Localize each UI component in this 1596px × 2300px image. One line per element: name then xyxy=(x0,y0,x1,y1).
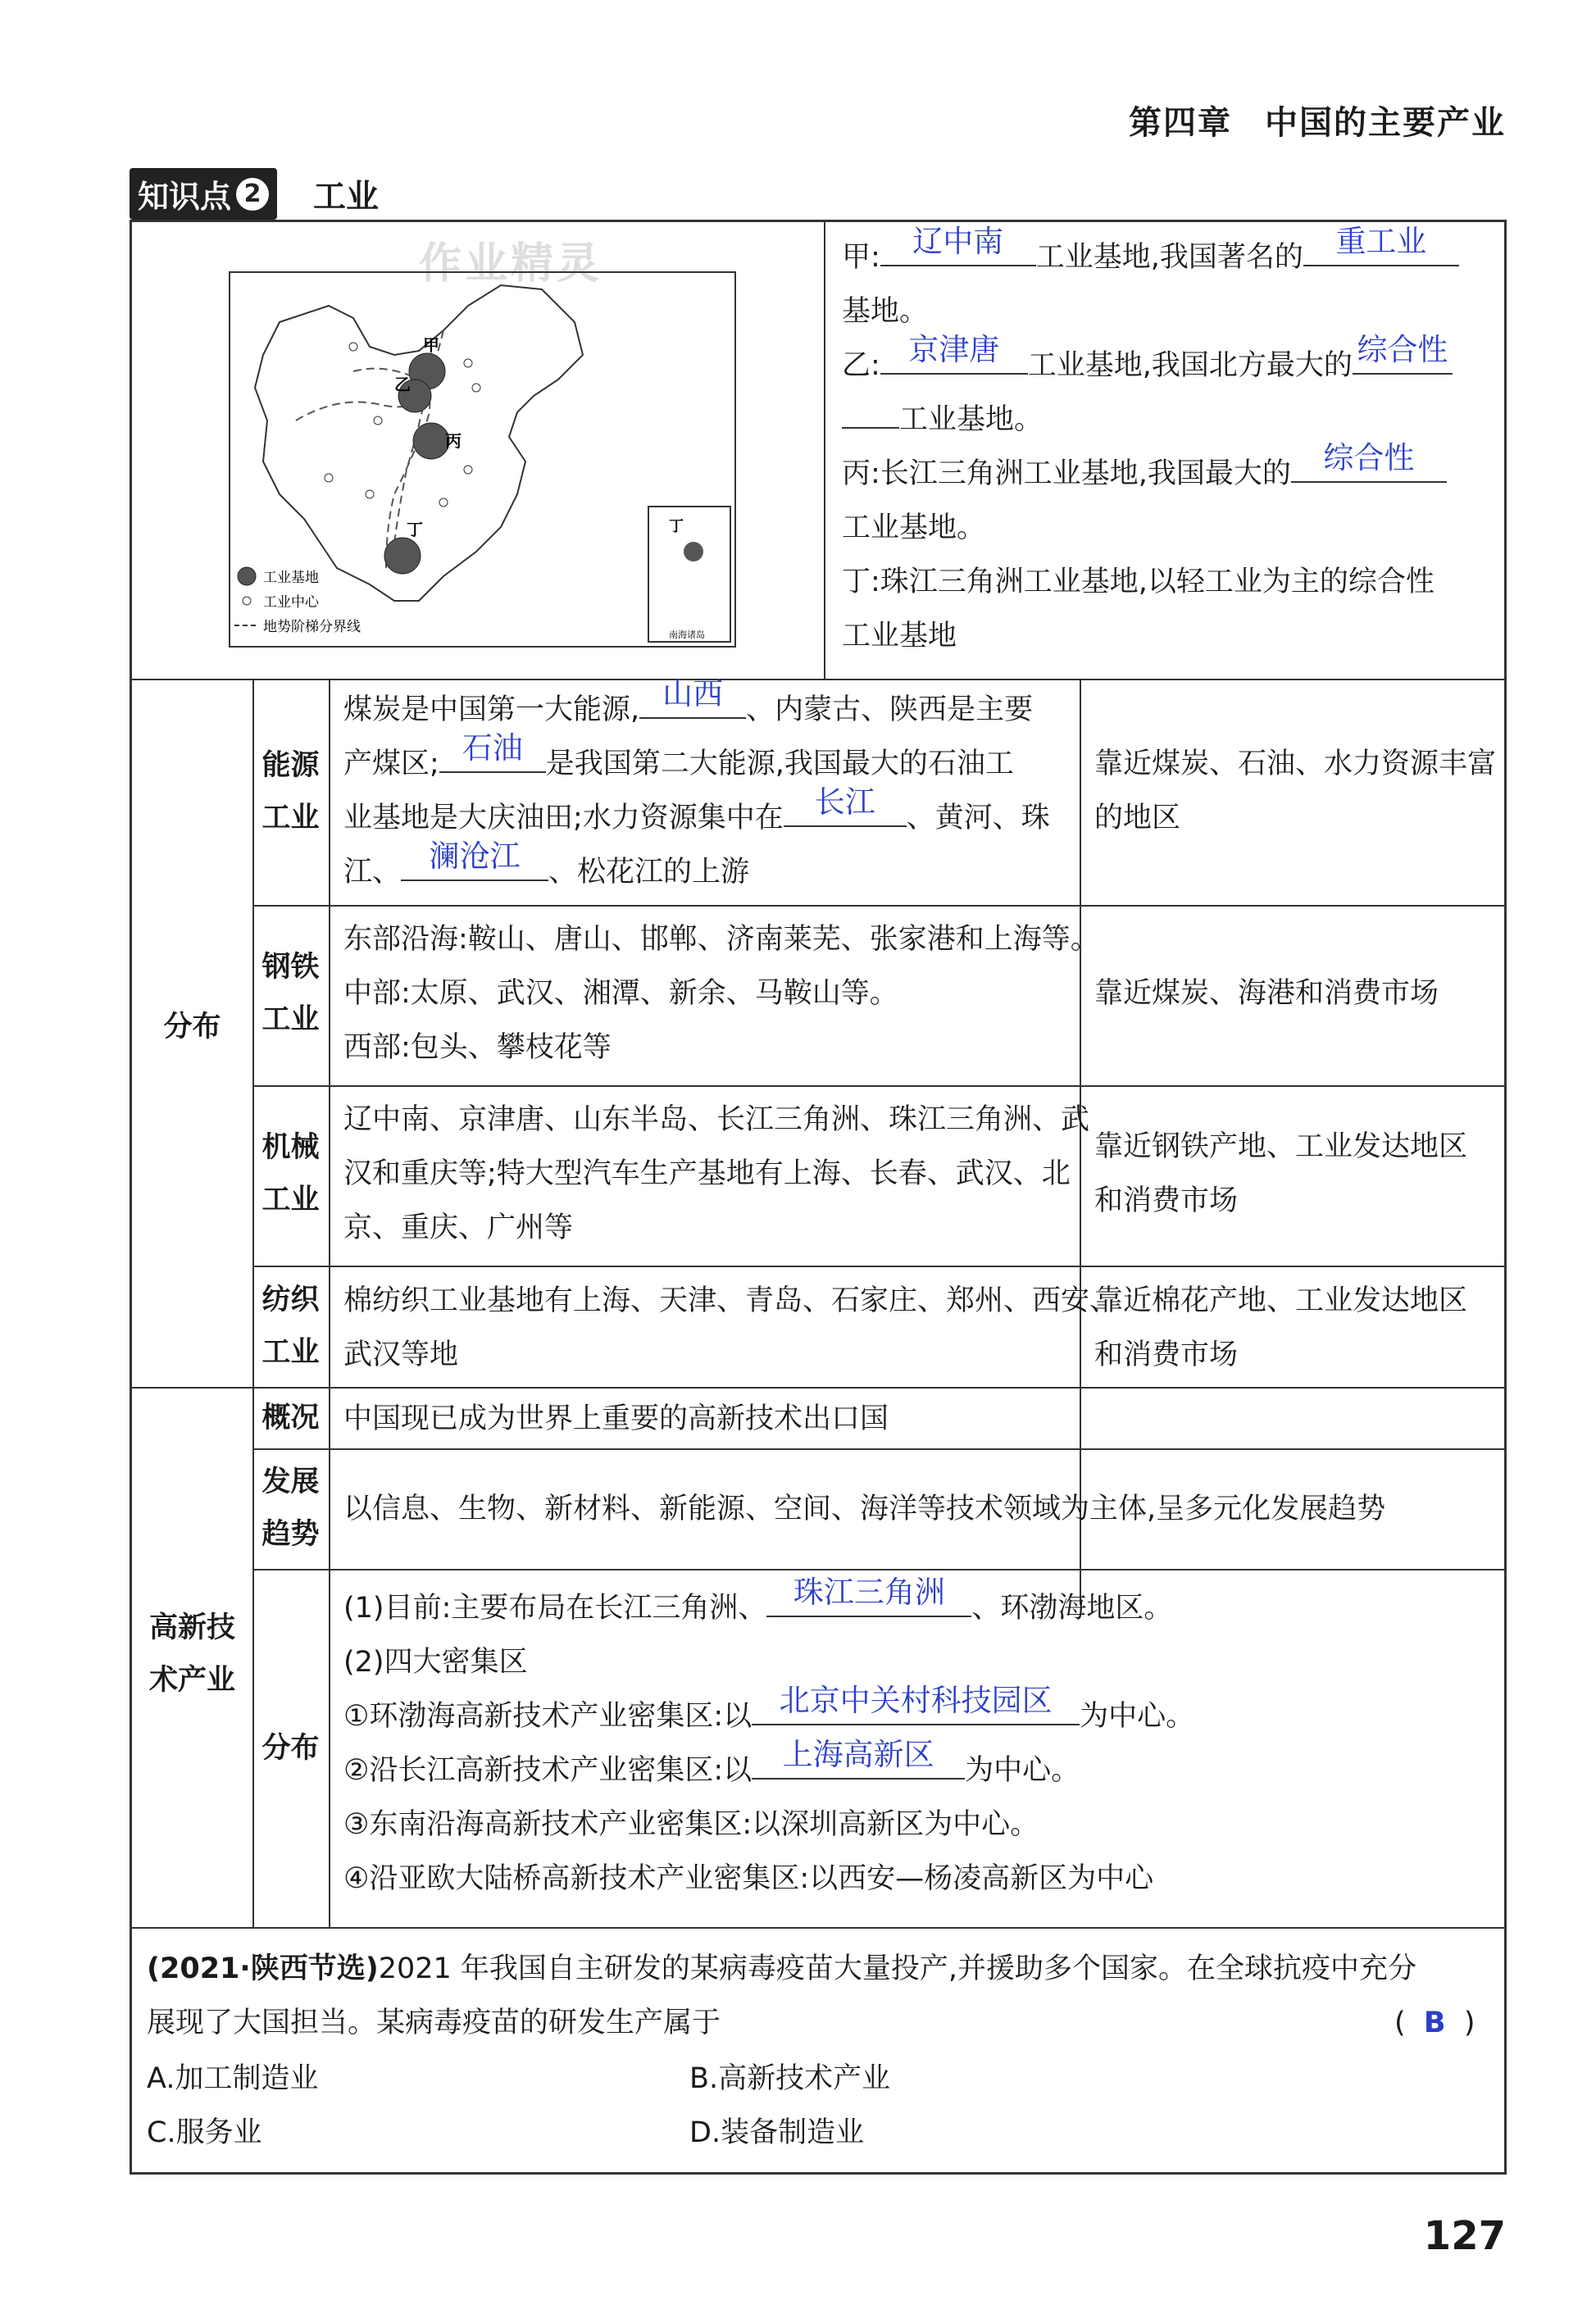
textile-condition-1: 靠近棉花产地、工业发达地区 xyxy=(1094,1284,1468,1317)
machinery-line2: 汉和重庆等;特大型汽车生产基地有上海、长春、武汉、北 xyxy=(343,1157,1071,1190)
overview-label: 概况 xyxy=(261,1402,320,1434)
textile-line1: 棉纺织工业基地有上海、天津、青岛、石家庄、郑州、西安、 xyxy=(343,1284,1119,1317)
hitech-line2: (2)四大密集区 xyxy=(343,1646,528,1679)
option-c: C.服务业 xyxy=(147,2116,262,2149)
steel-condition: 靠近煤炭、海港和消费市场 xyxy=(1094,977,1439,1010)
hitech-label: 高新技 术产业 xyxy=(148,1611,235,1697)
hitech-line6: ④沿亚欧大陆桥高新技术产业密集区:以西安—杨凌高新区为中心 xyxy=(343,1862,1154,1895)
inset-caption: 南海诸岛 xyxy=(669,630,705,640)
answer-hitech-1: 珠江三角洲 xyxy=(793,1575,945,1610)
machinery-label: 机械 工业 xyxy=(261,1131,320,1216)
chapter-number: 第四章 xyxy=(1129,104,1232,142)
machinery-line1: 辽中南、京津唐、山东半岛、长江三角洲、珠江三角洲、武 xyxy=(343,1103,1090,1136)
tag-label: 知识点 xyxy=(138,179,232,215)
hitech-distribution-label: 分布 xyxy=(261,1732,320,1765)
question-source: (2021·陕西节选) xyxy=(147,1952,379,1985)
map-drawing xyxy=(230,273,734,646)
base-ding: 丁:珠江三角洲工业基地,以轻工业为主的综合性 xyxy=(842,566,1435,598)
answer-energy-3: 长江 xyxy=(814,784,875,820)
base-jia: 甲: 辽中南 工业基地,我国著名的 重工业 xyxy=(842,230,1498,284)
energy-line3: 业基地是大庆油田;水力资源集中在 长江 、黄河、珠 xyxy=(343,784,1050,834)
answer-yi-2: 综合性 xyxy=(1357,332,1448,367)
question-stem-1: (2021·陕西节选)2021 年我国自主研发的某病毒疫苗大量投产,并援助多个国家。在全球抗疫中充分 xyxy=(147,1952,1417,1985)
trend-text: 以信息、生物、新材料、新能源、空间、海洋等技术领域为主体,呈多元化发展趋势 xyxy=(343,1493,1386,1525)
tag-number: 2 xyxy=(236,178,269,211)
trend-label: 发展 趋势 xyxy=(261,1466,320,1551)
energy-label: 能源 工业 xyxy=(261,749,320,834)
steel-line3: 西部:包头、攀枝花等 xyxy=(343,1031,612,1064)
energy-condition-1: 靠近煤炭、石油、水力资源丰富 xyxy=(1094,748,1497,780)
legend-center: 工业中心 xyxy=(263,594,319,611)
inset-label-ding: 丁 xyxy=(669,518,684,535)
energy-line1: 煤炭是中国第一大能源, 山西 、内蒙古、陕西是主要 xyxy=(343,676,1034,726)
answer-jia-1: 辽中南 xyxy=(912,224,1004,259)
base-yi: 乙: 京津唐 工业基地,我国北方最大的 综合性 xyxy=(842,339,1498,393)
energy-line4: 江、 澜沧江 、松花江的上游 xyxy=(343,839,750,889)
machinery-line3: 京、重庆、广州等 xyxy=(343,1211,574,1244)
answer-energy-1: 山西 xyxy=(662,676,724,711)
knowledge-table xyxy=(130,220,1507,2175)
answer-energy-4: 澜沧江 xyxy=(429,839,521,874)
answer-hitech-4: 上海高新区 xyxy=(782,1737,934,1772)
chapter-title: 中国的主要产业 xyxy=(1265,104,1506,142)
base-yi-end: 工业基地。 xyxy=(842,393,1043,447)
chapter-header xyxy=(1129,97,1506,143)
option-a: A.加工制造业 xyxy=(147,2062,319,2095)
option-d: D.装备制造业 xyxy=(689,2116,865,2149)
answer-bracket: ( B ) xyxy=(1394,2007,1476,2039)
knowledge-point-tag xyxy=(130,168,277,220)
map-label-ding: 丁 xyxy=(407,520,423,539)
answer-hitech-3: 北京中关村科技园区 xyxy=(779,1683,1053,1718)
energy-condition-2: 的地区 xyxy=(1094,802,1181,834)
textile-label: 纺织 工业 xyxy=(261,1284,320,1369)
option-b: B.高新技术产业 xyxy=(689,2062,891,2095)
section-title: 工业 xyxy=(313,178,380,216)
textile-line2: 武汉等地 xyxy=(343,1339,459,1371)
map-label-jia: 甲 xyxy=(423,335,439,355)
textile-condition-2: 和消费市场 xyxy=(1094,1339,1239,1371)
energy-line2: 产煤区; 石油 是我国第二大能源,我国最大的石油工 xyxy=(343,730,1014,780)
answer-bing: 综合性 xyxy=(1323,440,1415,475)
machinery-condition-2: 和消费市场 xyxy=(1094,1184,1239,1217)
base-jia-end: 基地。 xyxy=(842,295,929,328)
base-bing: 丙:长江三角洲工业基地,我国最大的 综合性 xyxy=(842,447,1498,501)
legend-base: 工业基地 xyxy=(263,570,319,586)
steel-label: 钢铁 工业 xyxy=(261,951,320,1036)
page-number: 127 xyxy=(1423,2213,1506,2259)
watermark: 作业精灵 xyxy=(419,239,603,289)
machinery-condition-1: 靠近钢铁产地、工业发达地区 xyxy=(1094,1130,1468,1163)
hitech-line3: ①环渤海高新技术产业密集区:以 北京中关村科技园区 为中心。 xyxy=(343,1683,1195,1733)
question-answer: B xyxy=(1423,2007,1446,2039)
steel-line1: 东部沿海:鞍山、唐山、邯郸、济南莱芜、张家港和上海等。 xyxy=(343,923,1099,956)
map-label-yi: 乙 xyxy=(394,375,411,394)
base-bing-end: 工业基地。 xyxy=(842,511,986,544)
distribution-label: 分布 xyxy=(163,1011,221,1043)
question-stem-2: 展现了大国担当。某病毒疫苗的研发生产属于 xyxy=(147,2007,721,2039)
answer-yi-1: 京津唐 xyxy=(908,332,1000,367)
overview-text: 中国现已成为世界上重要的高新技术出口国 xyxy=(343,1402,889,1435)
section-heading xyxy=(130,168,379,220)
hitech-line4: ②沿长江高新技术产业密集区:以 上海高新区 为中心。 xyxy=(343,1737,1080,1787)
china-industry-map xyxy=(229,271,736,648)
answer-jia-2: 重工业 xyxy=(1335,224,1427,259)
steel-line2: 中部:太原、武汉、湘潭、新余、马鞍山等。 xyxy=(343,977,898,1010)
hitech-line1: (1)目前:主要布局在长江三角洲、 珠江三角洲 、环渤海地区。 xyxy=(343,1575,1173,1625)
hitech-line5: ③东南沿海高新技术产业密集区:以深圳高新区为中心。 xyxy=(343,1808,1039,1841)
legend-boundary: 地势阶梯分界线 xyxy=(263,619,361,635)
map-label-bing: 丙 xyxy=(445,431,462,451)
base-ding-end: 工业基地 xyxy=(842,620,957,652)
answer-energy-2: 石油 xyxy=(462,730,523,766)
